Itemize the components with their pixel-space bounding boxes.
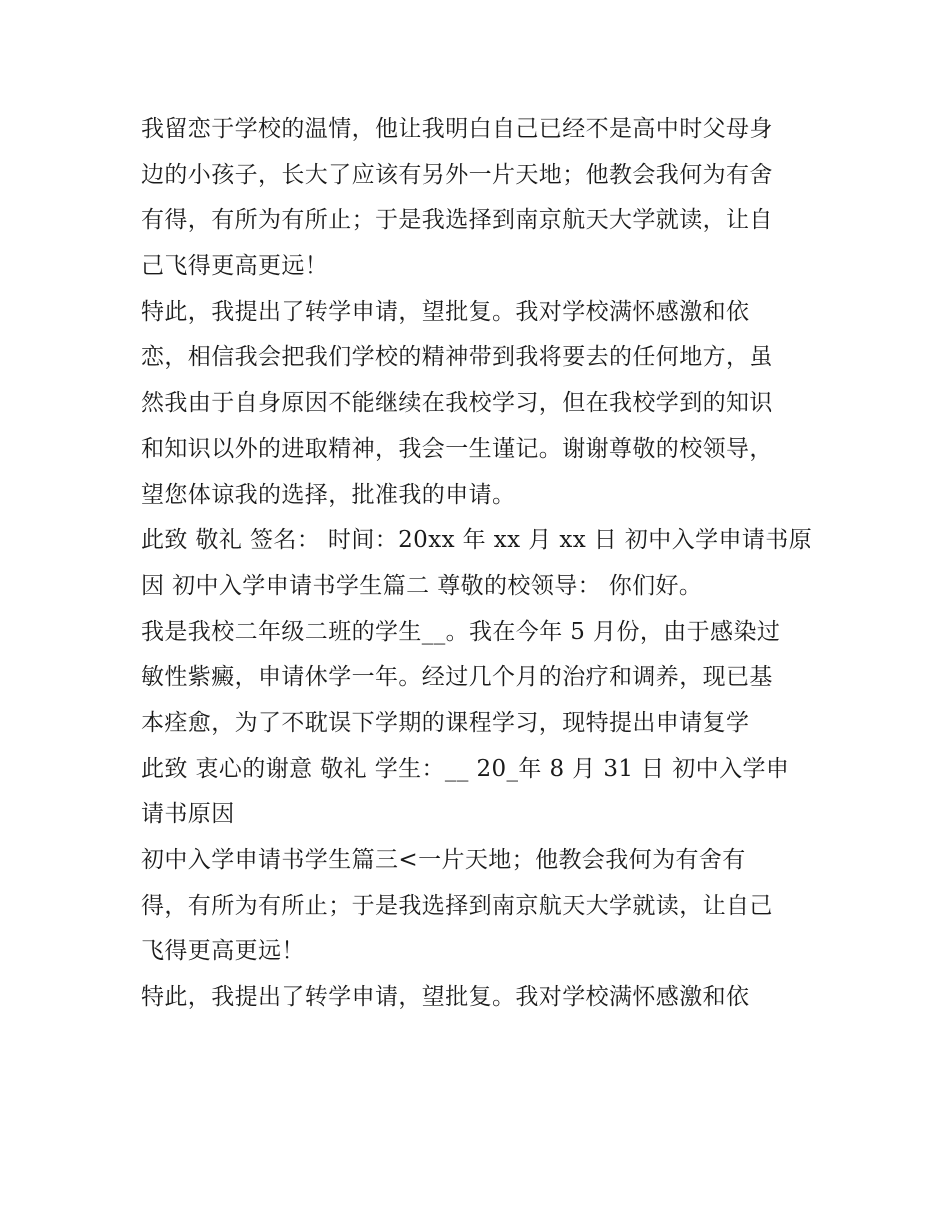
text-line: 特此，我提出了转学申请，望批复。我对学校满怀感激和依 (141, 298, 750, 325)
text-line: 初中入学申请书学生篇三<一片天地；他教会我何为有舍有 (141, 847, 746, 873)
text-line: 望您体谅我的选择，批准我的申请。 (141, 481, 516, 508)
text-line: 然我由于自身原因不能继续在我校学习，但在我校学到的知识 (141, 390, 773, 417)
text-line: 请书原因 (141, 801, 235, 828)
text-line: 此致 衷心的谢意 敬礼 学生：__ 20_年 8 月 31 日 初中入学申 (141, 755, 790, 782)
text-line: 此致 敬礼 签名： 时间：20xx 年 xx 月 xx 日 初中入学申请书原 (141, 527, 813, 554)
text-line: 有得，有所为有所止；于是我选择到南京航天大学就读，让自 (141, 207, 773, 234)
text-line: 得，有所为有所止；于是我选择到南京航天大学就读，让自己 (141, 892, 773, 919)
text-line: 我是我校二年级二班的学生__。我在今年 5 月份，由于感染过 (141, 618, 781, 645)
text-line: 己飞得更高更远！ (141, 253, 329, 280)
text-line: 特此，我提出了转学申请，望批复。我对学校满怀感激和依 (141, 984, 750, 1011)
text-line: 敏性紫癜，申请休学一年。经过几个月的治疗和调养，现已基 (141, 664, 773, 691)
text-line: 和知识以外的进取精神，我会一生谨记。谢谢尊敬的校领导， (141, 435, 773, 462)
text-line: 本痊愈，为了不耽误下学期的课程学习，现特提出申请复学 (141, 709, 750, 736)
body-text (141, 107, 821, 1021)
text-line: 飞得更高更远！ (141, 938, 305, 965)
text-line: 我留恋于学校的温情，他让我明白自己已经不是高中时父母身 (141, 116, 773, 142)
text-line: 边的小孩子，长大了应该有另外一片天地；他教会我何为有舍 (141, 161, 773, 188)
text-line: 因 初中入学申请书学生篇二 尊敬的校领导： 你们好。 (141, 572, 703, 599)
text-line: 恋，相信我会把我们学校的精神带到我将要去的任何地方，虽 (141, 344, 773, 371)
